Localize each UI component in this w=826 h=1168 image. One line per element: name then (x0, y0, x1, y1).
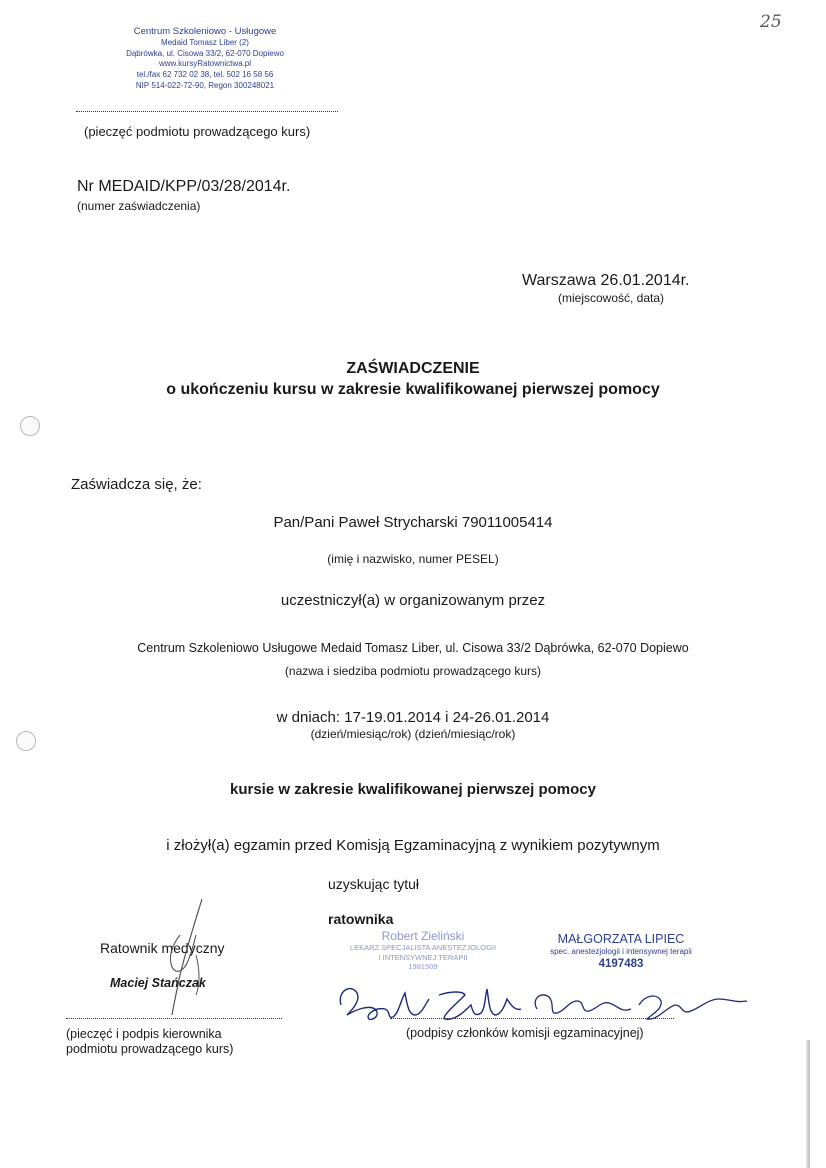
certificate-number: Nr MEDAID/KPP/03/28/2014r. (77, 178, 291, 195)
course-dates-caption: (dzień/miesiąc/rok) (dzień/miesiąc/rok) (310, 727, 516, 741)
stamp-line: I INTENSYWNEJ TERAPII (378, 952, 468, 962)
stamp-line: www.kursyRatownictwa.pl (158, 59, 252, 69)
document-title: ZAŚWIADCZENIE (346, 360, 480, 377)
organizer-caption: (nazwa i siedziba podmiotu prowadzącego kurs) (284, 664, 542, 678)
stamp-dotted-line (76, 111, 338, 112)
commission-stamp-zielinski (330, 930, 516, 972)
stamp-number: 1981509 (408, 962, 438, 971)
stamp-line: Medaid Tomasz Liber (2) (161, 37, 249, 47)
punch-hole (20, 416, 40, 436)
signer-name: Maciej Stańczak (110, 976, 206, 990)
left-caption-line: podmiotu prowadzącego kurs) (66, 1042, 234, 1056)
certify-intro: Zaświadcza się, że: (71, 476, 202, 493)
place-date-caption: (miejscowość, data) (558, 291, 665, 305)
person-line: Pan/Pani Paweł Strycharski 79011005414 (273, 514, 553, 531)
obtaining-text: uzyskując tytuł (328, 876, 420, 892)
participated-text: uczestniczył(a) w organizowanym przez (280, 592, 546, 609)
stamp-caption: (pieczęć podmiotu prowadzącego kurs) (84, 124, 311, 139)
left-signature-scribble (150, 895, 220, 1020)
course-name: kursie w zakresie kwalifikowanej pierwszej pomocy (230, 781, 596, 798)
course-dates: w dniach: 17-19.01.2014 i 24-26.01.2014 (276, 709, 550, 726)
signer-role: Ratownik medyczny (100, 940, 225, 956)
stamp-line: LEKARZ SPECJALISTA ANESTEZJOLOGII (349, 943, 497, 952)
organizer-text: Centrum Szkoleniowo Usługowe Medaid Tomasz Liber, ul. Cisowa 33/2 Dąbrówka, 62-070 Dopiewo (137, 641, 689, 655)
exam-text: i złożył(a) egzamin przed Komisją Egzaminacyjną z wynikiem pozytywnym (166, 837, 660, 854)
punch-hole (16, 731, 36, 751)
commission-signature-line (390, 1018, 674, 1019)
organizer-stamp (70, 27, 340, 92)
left-caption-line: (pieczęć i podpis kierownika (66, 1027, 222, 1041)
left-signature-caption (66, 1027, 233, 1057)
stamp-number: 4197483 (598, 958, 644, 970)
document-subtitle: o ukończeniu kursu w zakresie kwalifikowanej pierwszej pomocy (166, 381, 660, 398)
stamp-line: tel./fax 62 732 02 38, tel. 502 16 58 56 (136, 70, 274, 80)
place-date: Warszawa 26.01.2014r. (522, 272, 690, 289)
certificate-number-caption: (numer zaświadczenia) (77, 199, 201, 213)
stamp-line: Dąbrówka, ul. Cisowa 33/2, 62-070 Dopiewo (126, 48, 284, 58)
scan-edge-shadow (806, 1040, 810, 1168)
stamp-line: spec. anestezjologii i intensywnej terapii (550, 947, 692, 956)
obtained-title: ratownika (328, 911, 394, 927)
page-number: 25 (760, 12, 782, 32)
commission-signatures-scribble (335, 975, 755, 1033)
person-caption: (imię i nazwisko, numer PESEL) (327, 552, 499, 566)
stamp-line: Centrum Szkoleniowo - Usługowe (133, 26, 277, 37)
stamp-name: MAŁGORZATA LIPIEC (557, 932, 685, 946)
stamp-name: Robert Zieliński (381, 929, 465, 943)
commission-caption: (podpisy członków komisji egzaminacyjnej) (406, 1026, 644, 1040)
stamp-line: NIP 514-022-72-90, Regon 300248021 (135, 80, 275, 90)
commission-stamp-lipiec (540, 932, 702, 972)
left-signature-line (66, 1018, 282, 1019)
